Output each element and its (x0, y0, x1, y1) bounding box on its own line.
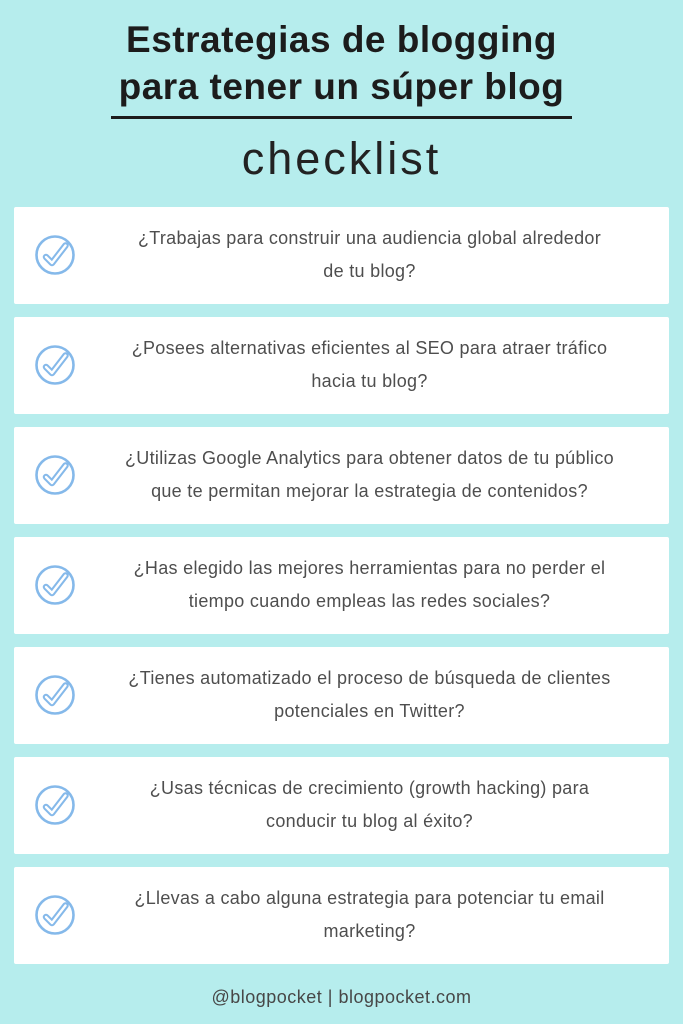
checklist-question (96, 552, 669, 619)
checklist-question (96, 442, 669, 509)
question-line: tiempo cuando empleas las redes sociales? (188, 591, 551, 612)
footer-credit: @blogpocket | blogpocket.com (211, 987, 472, 1007)
page-title-line2: para tener un súper blog (111, 63, 573, 118)
check-circle-icon-svg (33, 673, 77, 717)
check-circle-icon[interactable] (14, 783, 96, 827)
checklist-question (96, 222, 669, 289)
checklist-question (96, 882, 669, 949)
subtitle-checklist: checklist (241, 132, 442, 184)
check-circle-icon-svg (33, 563, 77, 607)
question-line: conducir tu blog al éxito? (266, 811, 473, 832)
check-circle-icon[interactable] (14, 893, 96, 937)
page-title-line1: Estrategias de blogging (126, 19, 557, 60)
question-line: ¿Has elegido las mejores herramientas para no perder el (133, 557, 606, 578)
page-title (0, 16, 683, 119)
header (0, 0, 683, 185)
question-line: ¿Llevas a cabo alguna estrategia para potenciar tu email (134, 887, 605, 908)
check-circle-icon-svg (33, 893, 77, 937)
question-line: ¿Utilizas Google Analytics para obtener datos de tu público (125, 447, 614, 468)
check-circle-icon-svg (33, 783, 77, 827)
checklist-item (14, 537, 669, 634)
checklist-question (96, 662, 669, 729)
checklist-item (14, 317, 669, 414)
checklist-item (14, 207, 669, 304)
question-line: que te permitan mejorar la estrategia de contenidos? (151, 481, 588, 502)
check-circle-icon[interactable] (14, 233, 96, 277)
check-circle-icon[interactable] (14, 453, 96, 497)
question-line: marketing? (323, 921, 416, 942)
question-line: ¿Trabajas para construir una audiencia global alrededor (137, 227, 602, 248)
checklist-item (14, 757, 669, 854)
check-circle-icon[interactable] (14, 673, 96, 717)
question-line: ¿Posees alternativas eficientes al SEO para atraer tráfico (131, 337, 608, 358)
checklist-item (14, 427, 669, 524)
checklist-item (14, 867, 669, 964)
question-line: ¿Usas técnicas de crecimiento (growth hacking) para (149, 777, 590, 798)
question-line: de tu blog? (323, 261, 416, 282)
question-line: hacia tu blog? (311, 371, 428, 392)
checklist-item (14, 647, 669, 744)
checklist-question (96, 332, 669, 399)
check-circle-icon-svg (33, 233, 77, 277)
check-circle-icon-svg (33, 343, 77, 387)
question-line: potenciales en Twitter? (274, 701, 465, 722)
checklist (14, 207, 669, 964)
question-line: ¿Tienes automatizado el proceso de búsqueda de clientes (128, 667, 611, 688)
check-circle-icon[interactable] (14, 343, 96, 387)
checklist-question (96, 772, 669, 839)
check-circle-icon[interactable] (14, 563, 96, 607)
check-circle-icon-svg (33, 453, 77, 497)
